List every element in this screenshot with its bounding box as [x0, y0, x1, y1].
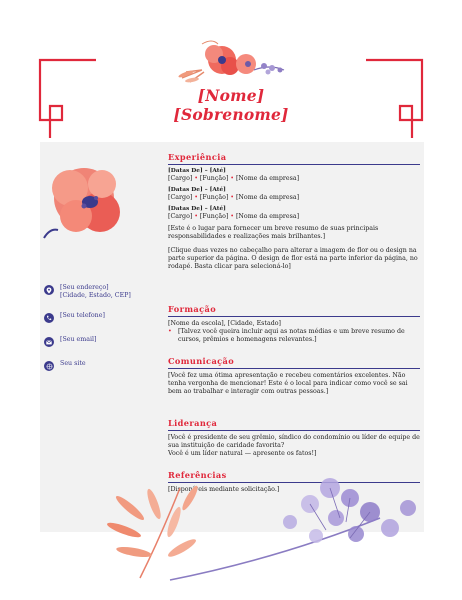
- references-heading: Referências: [168, 470, 227, 480]
- job-function: [Função]: [199, 175, 229, 182]
- education-bullet-text: [Talvez você queira incluir aqui as notas médias e um breve resumo de cursos, prêmios e homenagens relevantes.]: [178, 328, 405, 343]
- separator-dot: •: [194, 175, 198, 182]
- job-role: [Cargo]: [168, 175, 193, 182]
- communication-section: [168, 356, 420, 396]
- education-divider: [168, 316, 420, 317]
- job-entry: [168, 206, 420, 221]
- address-line2: [Cidade, Estado, CEP]: [60, 292, 131, 299]
- contact-phone[interactable]: [44, 312, 105, 323]
- communication-text: [Você fez uma ótima apresentação e recebeu comentários excelentes. Não tenha vergonha de mencionar! Este é o local para indicar como você se sai bem ao trabalhar e interagir com outras pessoas.]: [168, 372, 408, 395]
- leadership-heading: Liderança: [168, 418, 218, 428]
- separator-dot: •: [230, 194, 234, 201]
- experience-divider: [168, 164, 420, 165]
- first-name: [Nome]: [197, 86, 265, 105]
- communication-heading: Comunicação: [168, 356, 235, 366]
- website-icon: [44, 361, 54, 371]
- job-entry: [168, 187, 420, 202]
- job-dates: [Datas De] – [Até]: [168, 187, 226, 193]
- location-pin-icon: [44, 285, 54, 295]
- job-company: [Nome da empresa]: [235, 213, 300, 220]
- separator-dot: •: [230, 175, 234, 182]
- separator-dot: •: [230, 213, 234, 220]
- job-details: [168, 175, 420, 183]
- job-entry: [168, 168, 420, 183]
- separator-dot: •: [194, 194, 198, 201]
- experience-section: [168, 152, 420, 271]
- contact-email[interactable]: [44, 336, 97, 347]
- leadership-divider: [168, 430, 420, 431]
- email-text: [Seu email]: [60, 336, 97, 343]
- job-role: [Cargo]: [168, 213, 193, 220]
- separator-dot: •: [194, 213, 198, 220]
- job-company: [Nome da empresa]: [235, 175, 300, 182]
- job-dates: [Datas De] – [Até]: [168, 206, 226, 212]
- leadership-text: [Você é presidente de seu grêmio, síndico do condomínio ou líder de equipe de sua instituição de caridade favorita? Você é um líder natural — apresente os fatos!]: [168, 434, 420, 457]
- education-heading: Formação: [168, 304, 217, 314]
- sidebar-flower-illustration: [40, 158, 132, 248]
- leadership-section: [168, 418, 420, 458]
- contact-address[interactable]: [44, 284, 131, 300]
- job-role: [Cargo]: [168, 194, 193, 201]
- experience-heading: Experiência: [168, 152, 227, 162]
- job-function: [Função]: [199, 213, 229, 220]
- references-text: [Disponíveis mediante solicitação.]: [168, 486, 280, 493]
- education-bullet: [168, 328, 420, 344]
- job-dates: [Datas De] – [Até]: [168, 168, 226, 174]
- contact-website[interactable]: [44, 360, 86, 371]
- email-icon: [44, 337, 54, 347]
- job-details: [168, 213, 420, 221]
- phone-text: [Seu telefone]: [60, 312, 105, 319]
- bullet-marker: •: [168, 328, 172, 335]
- footer-flower-illustration: [100, 478, 440, 588]
- header-flower-illustration: [172, 34, 296, 86]
- job-function: [Função]: [199, 194, 229, 201]
- communication-divider: [168, 368, 420, 369]
- experience-note: [Clique duas vezes no cabeçalho para alterar a imagem de flor ou o design na parte superior da página. O design de flor está na parte inferior da página, no rodapé. Basta clicar para selecioná-lo]: [168, 247, 418, 270]
- job-company: [Nome da empresa]: [235, 194, 300, 201]
- website-text: Seu site: [60, 360, 86, 367]
- last-name: [Sobrenome]: [173, 105, 289, 124]
- experience-summary: [Este é o lugar para fornecer um breve resumo de suas principais responsabilidades e realizações mais brilhantes.]: [168, 225, 379, 240]
- job-details: [168, 194, 420, 202]
- education-section: [168, 304, 420, 344]
- education-school: [Nome da escola], [Cidade, Estado]: [168, 320, 281, 327]
- address-line1: [Seu endereço]: [60, 284, 109, 291]
- phone-icon: [44, 313, 54, 323]
